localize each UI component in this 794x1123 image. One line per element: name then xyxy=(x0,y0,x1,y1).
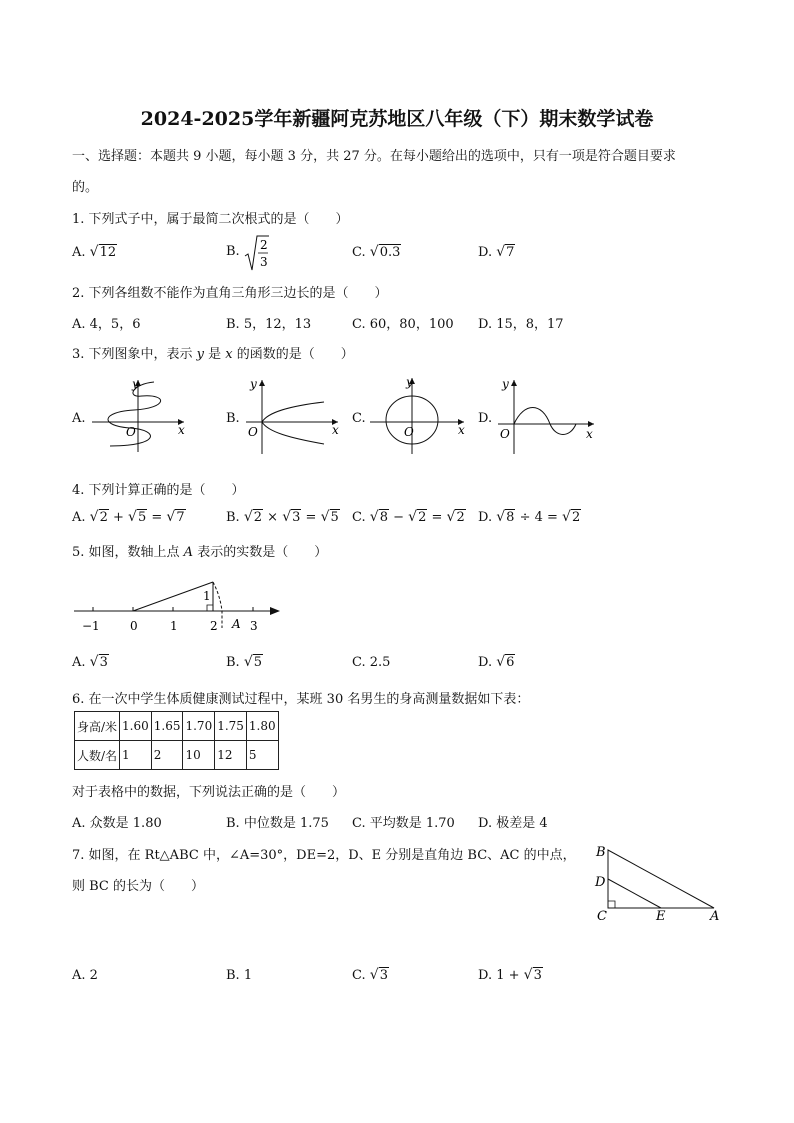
q7-d-label: D. xyxy=(478,968,493,983)
page-title: 2024-2025学年新疆阿克苏地区八年级（下）期末数学试卷 xyxy=(140,108,654,130)
q5-b-radicand: 5 xyxy=(253,655,263,670)
q1-c-label: C. xyxy=(352,245,366,260)
q3-a-x-axis-label: x xyxy=(178,423,185,437)
q3-d-x-axis-label: x xyxy=(586,427,593,441)
q2-option-a: A. 4，5，6 xyxy=(72,317,141,332)
table-header-cell: 人数/名 xyxy=(75,741,120,770)
q7-label-c: C xyxy=(597,909,607,924)
q4-c-op: − xyxy=(388,510,409,525)
q7-option-b: B. 1 xyxy=(226,968,253,983)
q7-option-c: C. √3 xyxy=(352,967,388,983)
q4-b-rad3: 5 xyxy=(330,510,339,525)
q3-b-y-axis-label: y xyxy=(250,377,257,391)
q5-stem-post: 表示的实数是（ ） xyxy=(193,545,328,560)
q7-stem-line2: 则 BC 的长为（ ） xyxy=(72,879,205,894)
q4-option-a: A. √2 + √5 = √7 xyxy=(72,509,185,525)
q4-d-rad2: 2 xyxy=(571,510,581,525)
q5-point-a-label: A xyxy=(232,617,241,631)
q6-option-a: A. 众数是 1.80 xyxy=(72,816,162,831)
q7-option-d: D. 1 + √3 xyxy=(478,967,542,983)
q2-option-c: C. 60，80，100 xyxy=(352,317,454,332)
q4-b-rad2: 3 xyxy=(292,510,301,525)
q6-follow-up: 对于表格中的数据，下列说法正确的是（ ） xyxy=(72,785,346,800)
q3-c-y-axis-label: y xyxy=(406,375,413,389)
q6-option-b: B. 中位数是 1.75 xyxy=(226,816,329,831)
q3-graph-a xyxy=(86,372,194,456)
q7-label-e: E xyxy=(656,909,666,924)
q1-b-numerator: 2 xyxy=(259,238,268,252)
q4-d-op: ÷ 4 = xyxy=(515,510,563,525)
q6-option-d: D. 极差是 4 xyxy=(478,816,548,831)
q1-option-b xyxy=(226,234,270,272)
q3-c-label: C. xyxy=(352,411,366,426)
q1-b-denominator: 3 xyxy=(259,255,268,269)
section-heading-line2: 的。 xyxy=(72,180,99,195)
table-cell: 1.65 xyxy=(151,712,183,741)
q3-b-x-axis-label: x xyxy=(332,423,339,437)
q4-c-rad2: 2 xyxy=(418,510,427,525)
q4-d-label: D. xyxy=(478,510,493,525)
q5-option-a: A. √3 xyxy=(72,654,108,670)
q4-b-rad1: 2 xyxy=(253,510,263,525)
q3-a-label: A. xyxy=(72,411,86,426)
q1-c-radicand: 0.3 xyxy=(379,245,401,260)
q1-option-c: C. √0.3 xyxy=(352,244,401,260)
q4-b-label: B. xyxy=(226,510,240,525)
table-header-cell: 身高/米 xyxy=(75,712,120,741)
q4-stem: 4. 下列计算正确的是（ ） xyxy=(72,483,245,498)
q3-stem-pre: 3. 下列图象中，表示 xyxy=(72,347,197,362)
q1-a-label: A. xyxy=(72,245,86,260)
q1-b-radical xyxy=(244,234,270,272)
table-cell: 1.70 xyxy=(183,712,215,741)
q1-d-radicand: 7 xyxy=(506,245,515,260)
q4-b-op: × xyxy=(263,510,283,525)
q4-a-rad3: 7 xyxy=(176,510,185,525)
q1-option-a: A. √12 xyxy=(72,244,117,260)
q4-a-eq: = xyxy=(147,510,167,525)
q5-number-line-figure xyxy=(70,570,290,640)
q1-option-d: D. √7 xyxy=(478,244,515,260)
q7-label-b: B xyxy=(596,845,606,860)
q4-option-d: D. √8 ÷ 4 = √2 xyxy=(478,509,581,525)
q6-height-table xyxy=(74,711,279,770)
table-cell: 2 xyxy=(151,741,183,770)
q4-a-rad2: 5 xyxy=(137,510,147,525)
q3-graph-b xyxy=(240,372,348,456)
q5-stem xyxy=(72,541,327,560)
q3-d-label: D. xyxy=(478,411,493,426)
table-row xyxy=(75,741,279,770)
section-heading-line1: 一、选择题：本题共 9 小题，每小题 3 分，共 27 分。在每小题给出的选项中，只有一项是符合题目要求 xyxy=(72,149,676,164)
q5-option-c: C. 2.5 xyxy=(352,655,391,670)
q1-b-label: B. xyxy=(226,244,240,259)
table-cell: 5 xyxy=(246,741,278,770)
q3-d-y-axis-label: y xyxy=(502,377,509,391)
q6-option-c: C. 平均数是 1.70 xyxy=(352,816,455,831)
q7-label-a: A xyxy=(710,909,720,924)
q3-graph-c xyxy=(364,372,472,456)
q1-a-radicand: 12 xyxy=(99,245,117,260)
q4-d-rad1: 8 xyxy=(506,510,515,525)
q7-c-label: C. xyxy=(352,968,366,983)
q3-stem-post: 的函数的是（ ） xyxy=(232,347,354,362)
table-row xyxy=(75,712,279,741)
q4-c-label: C. xyxy=(352,510,366,525)
q3-b-label: B. xyxy=(226,411,240,426)
q5-tick-1: 1 xyxy=(170,619,178,633)
q5-tick-neg1: −1 xyxy=(82,619,100,633)
q7-c-radicand: 3 xyxy=(379,968,388,983)
q6-stem: 6. 在一次中学生体质健康测试过程中，某班 30 名男生的身高测量数据如下表： xyxy=(72,692,530,707)
q5-tick-0: 0 xyxy=(130,619,138,633)
q5-stem-a: A xyxy=(183,545,194,560)
q3-graph-d xyxy=(490,372,602,456)
q5-d-label: D. xyxy=(478,655,493,670)
q3-a-y-axis-label: y xyxy=(132,377,139,391)
q2-option-d: D. 15，8，17 xyxy=(478,317,564,332)
q4-c-rad3: 2 xyxy=(456,510,465,525)
q5-tick-3: 3 xyxy=(250,619,258,633)
table-cell: 10 xyxy=(183,741,215,770)
q4-b-eq: = xyxy=(301,510,321,525)
q4-option-b: B. √2 × √3 = √5 xyxy=(226,509,339,525)
table-cell: 1.75 xyxy=(215,712,247,741)
q1-stem: 1. 下列式子中，属于最简二次根式的是（ ） xyxy=(72,212,349,227)
q7-label-d: D xyxy=(595,875,606,890)
q1-d-label: D. xyxy=(478,245,493,260)
table-cell: 1.80 xyxy=(246,712,278,741)
q2-stem: 2. 下列各组数不能作为直角三角形三边长的是（ ） xyxy=(72,286,388,301)
q2-option-b: B. 5，12，13 xyxy=(226,317,312,332)
q5-b-label: B. xyxy=(226,655,240,670)
q5-option-d: D. √6 xyxy=(478,654,515,670)
q5-segment-label: 1 xyxy=(203,589,211,603)
q7-triangle-figure xyxy=(590,840,730,930)
q3-stem-mid: 是 xyxy=(204,347,226,362)
q3-stem-y: y xyxy=(196,347,205,362)
q4-c-rad1: 8 xyxy=(379,510,388,525)
q3-c-origin: O xyxy=(404,425,414,439)
q7-stem-line1: 7. 如图，在 Rt△ABC 中，∠A=30°，DE=2，D、E 分别是直角边 BC、AC 的中点， xyxy=(72,848,576,863)
q4-option-c: C. √8 − √2 = √2 xyxy=(352,509,465,525)
q4-a-label: A. xyxy=(72,510,86,525)
q3-stem-x: x xyxy=(225,347,233,362)
table-cell: 1.60 xyxy=(120,712,152,741)
q3-c-x-axis-label: x xyxy=(458,423,465,437)
table-cell: 12 xyxy=(215,741,247,770)
q5-d-radicand: 6 xyxy=(506,655,515,670)
q4-a-rad1: 2 xyxy=(99,510,108,525)
q5-stem-pre: 5. 如图，数轴上点 xyxy=(72,545,184,560)
q5-tick-2: 2 xyxy=(210,619,218,633)
q5-a-radicand: 3 xyxy=(99,655,108,670)
q3-d-origin: O xyxy=(500,427,510,441)
q7-option-a: A. 2 xyxy=(72,968,98,983)
q3-b-origin: O xyxy=(248,425,258,439)
q5-a-label: A. xyxy=(72,655,86,670)
q4-a-op: + xyxy=(108,510,129,525)
q7-d-prefix: 1 + xyxy=(496,968,524,983)
table-cell: 1 xyxy=(120,741,152,770)
q3-a-origin: O xyxy=(126,425,136,439)
q5-option-b: B. √5 xyxy=(226,654,263,670)
q4-c-eq: = xyxy=(427,510,447,525)
q3-stem xyxy=(72,343,354,362)
q7-d-radicand: 3 xyxy=(533,968,542,983)
